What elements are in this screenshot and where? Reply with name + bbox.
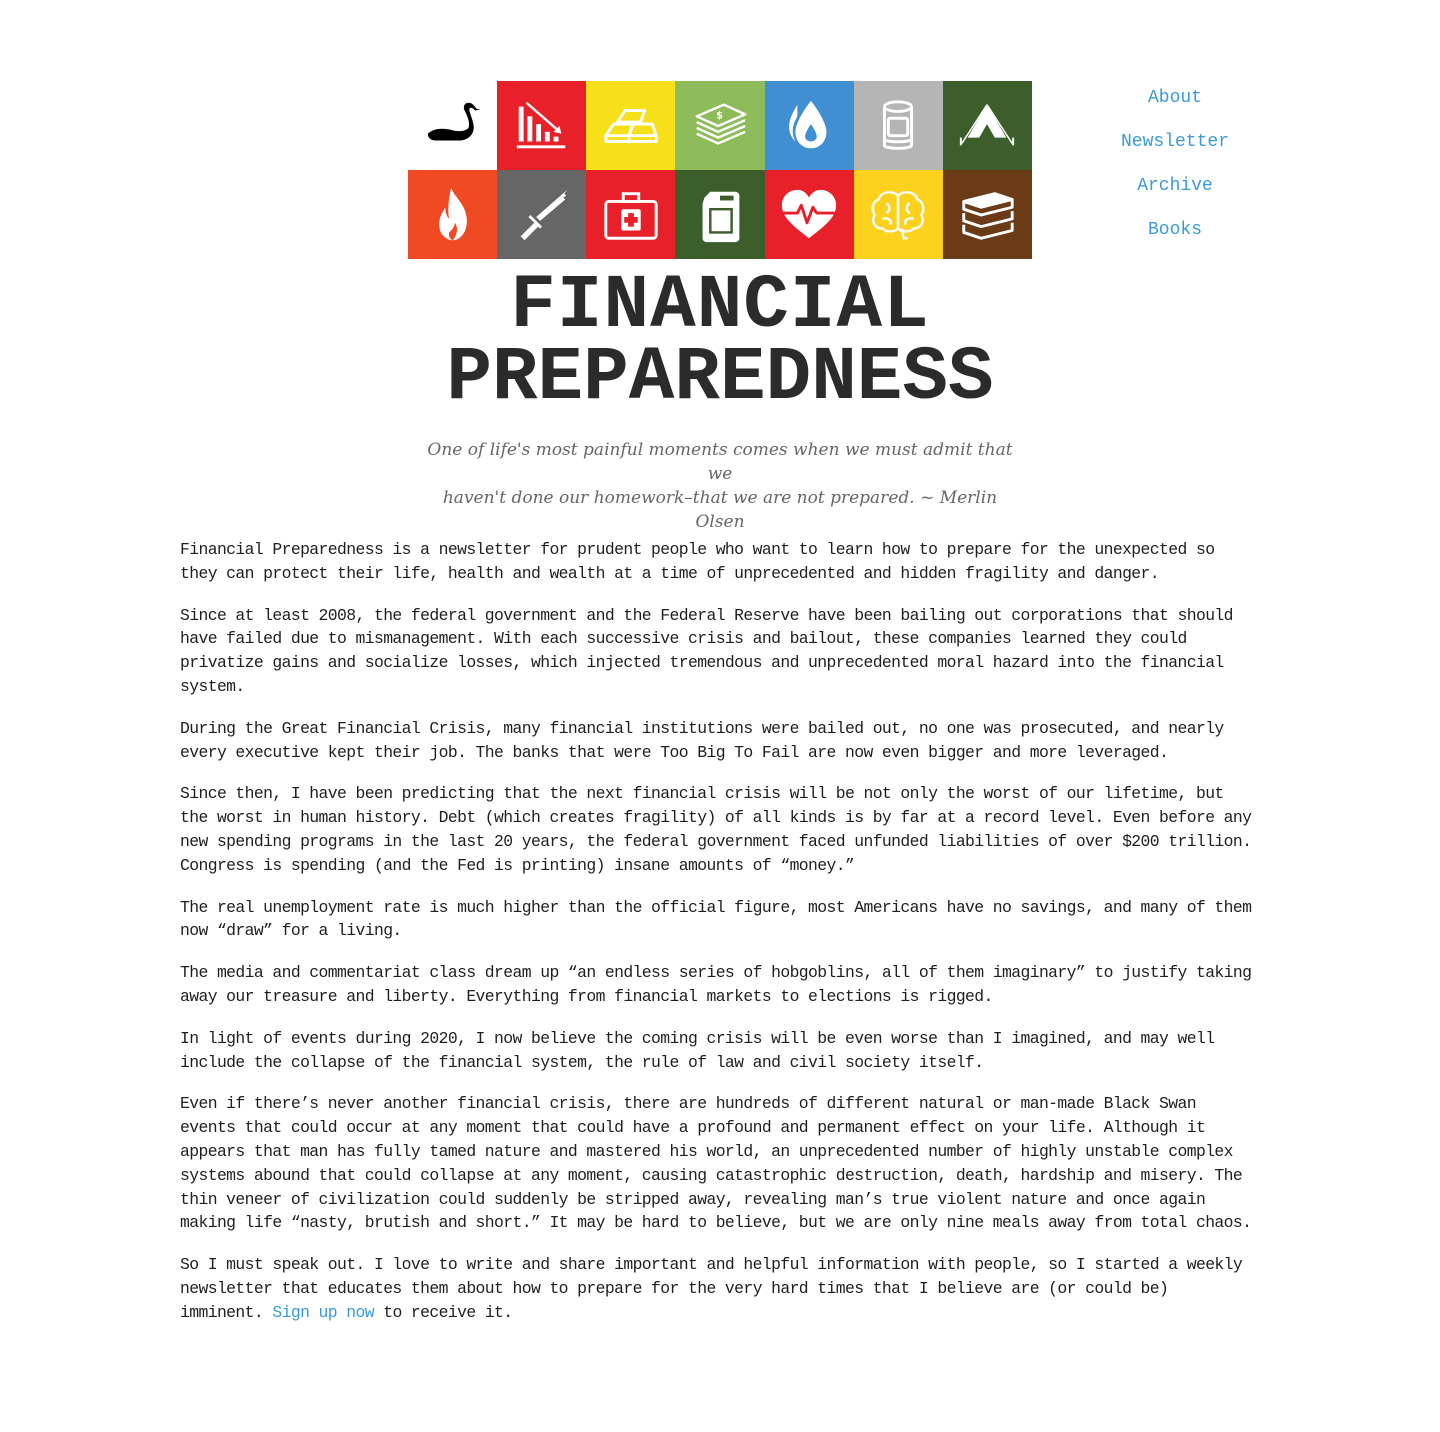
site-header	[0, 0, 1440, 532]
tile-declining-chart	[497, 81, 586, 170]
main-content	[180, 538, 1260, 1343]
tile-tent	[943, 81, 1032, 170]
paragraph-2020: In light of events during 2020, I now believe the coming crisis will be even worse than I imagined, and may well include the collapse of the financial system, the rule of law and civil society itself.	[180, 1028, 1215, 1072]
jerry-can-icon	[689, 184, 751, 246]
paragraph-unemployment: The real unemployment rate is much higher than the official figure, most Americans have no savings, and many of them now “draw” for a living.	[180, 897, 1252, 941]
svg-text:$: $	[716, 109, 723, 121]
water-drop-icon	[778, 95, 840, 157]
nav-about-link[interactable]: About	[1147, 88, 1202, 108]
heart-pulse-icon	[778, 184, 840, 246]
paragraph-bailouts: Since at least 2008, the federal government and the Federal Reserve have been bailing out corporations that should have failed due to mismanagement. With each successive crisis and bailout, these companies learned they could privatize gains and socialize losses, which injected tremendous and unprecedented moral hazard into the financial system.	[180, 605, 1233, 696]
canned-food-icon	[867, 95, 929, 157]
paragraph-media: The media and commentariat class dream up “an endless series of hobgoblins, all of them imaginary” to justify taking away our treasure and liberty. Everything from financial markets to elections is rigged.	[180, 963, 1252, 1006]
site-title	[380, 263, 1060, 421]
paragraph-intro: Financial Preparedness is a newsletter for prudent people who want to learn how to prepare for the unexpected so they can protect their life, health and wealth at a time of unprecedented and hidden fragility and danger.	[180, 540, 1215, 583]
tile-fire	[408, 170, 497, 259]
paragraph-signup	[180, 1253, 1260, 1324]
brain-icon	[867, 184, 929, 246]
signup-text-before: So I must speak out. I love to write and share important and helpful information with people, so I started a weekly newsletter that educates them about how to prepare for the very hard times that I believe are (or could be) imminent.	[180, 1255, 1243, 1322]
logo-icon-grid[interactable]	[408, 81, 1032, 259]
tile-books	[943, 170, 1032, 259]
declining-chart-icon	[511, 95, 573, 157]
tile-first-aid-kit	[586, 170, 675, 259]
books-icon	[956, 184, 1018, 246]
tile-knife	[497, 170, 586, 259]
black-swan-icon	[422, 95, 484, 157]
tile-heart-pulse	[765, 170, 854, 259]
signup-text-after: to receive it.	[373, 1302, 513, 1322]
tile-black-swan	[408, 81, 497, 170]
tile-water-drop	[765, 81, 854, 170]
paragraph-black-swan: Even if there’s never another financial crisis, there are hundreds of different natural or man-made Black Swan events that could occur at any moment that could have a profound and permanent effect on your life. Although it appears that man has fully tamed nature and mastered his world, an unprecedented number of highly unstable complex systems abound that could collapse at any moment, causing catastrophic destruction, death, hardship and misery. The thin veneer of civilization could suddenly be stripped away, revealing man’s true violent nature and once again making life “nasty, brutish and short.” It may be hard to believe, but we are only nine meals away from total chaos.	[180, 1094, 1252, 1233]
tagline-line2: haven't done our homework–that we are not prepared. ~ Merlin Olsen	[442, 488, 998, 532]
site-title-line2: PREPAREDNESS	[446, 335, 994, 421]
nav-books-link[interactable]: Books	[1147, 220, 1202, 240]
gold-bars-icon	[600, 95, 662, 157]
nav-archive-link[interactable]: Archive	[1137, 176, 1213, 196]
tile-brain	[854, 170, 943, 259]
tile-gold-bars	[586, 81, 675, 170]
first-aid-kit-icon	[600, 184, 662, 246]
sign-up-now-link[interactable]: Sign up now	[272, 1302, 374, 1322]
tagline-quote	[420, 438, 1020, 534]
main-nav	[1100, 76, 1250, 252]
tagline-line1: One of life's most painful moments comes when we must admit that we	[427, 440, 1013, 484]
site-title-line1: FINANCIAL	[510, 263, 930, 349]
paragraph-prediction: Since then, I have been predicting that the next financial crisis will be not only the worst of our lifetime, but the worst in human history. Debt (which creates fragility) of all kinds is by far at a record level. Even before any new spending programs in the last 20 years, the federal government faced unfunded liabilities of over $200 trillion. Congress is spending (and the Fed is printing) insane amounts of “money.”	[180, 784, 1252, 875]
knife-icon	[511, 184, 573, 246]
fire-icon	[422, 184, 484, 246]
cash-stack-icon	[689, 95, 751, 157]
paragraph-great-financial-crisis: During the Great Financial Crisis, many financial institutions were bailed out, no one was prosecuted, and nearly every executive kept their job. The banks that were Too Big To Fail are now even bigger and more leveraged.	[180, 718, 1224, 762]
nav-newsletter-link[interactable]: Newsletter	[1120, 132, 1230, 152]
tile-jerry-can	[675, 170, 764, 259]
tent-icon	[956, 95, 1018, 157]
tile-canned-food	[854, 81, 943, 170]
tile-cash-stack	[675, 81, 764, 170]
